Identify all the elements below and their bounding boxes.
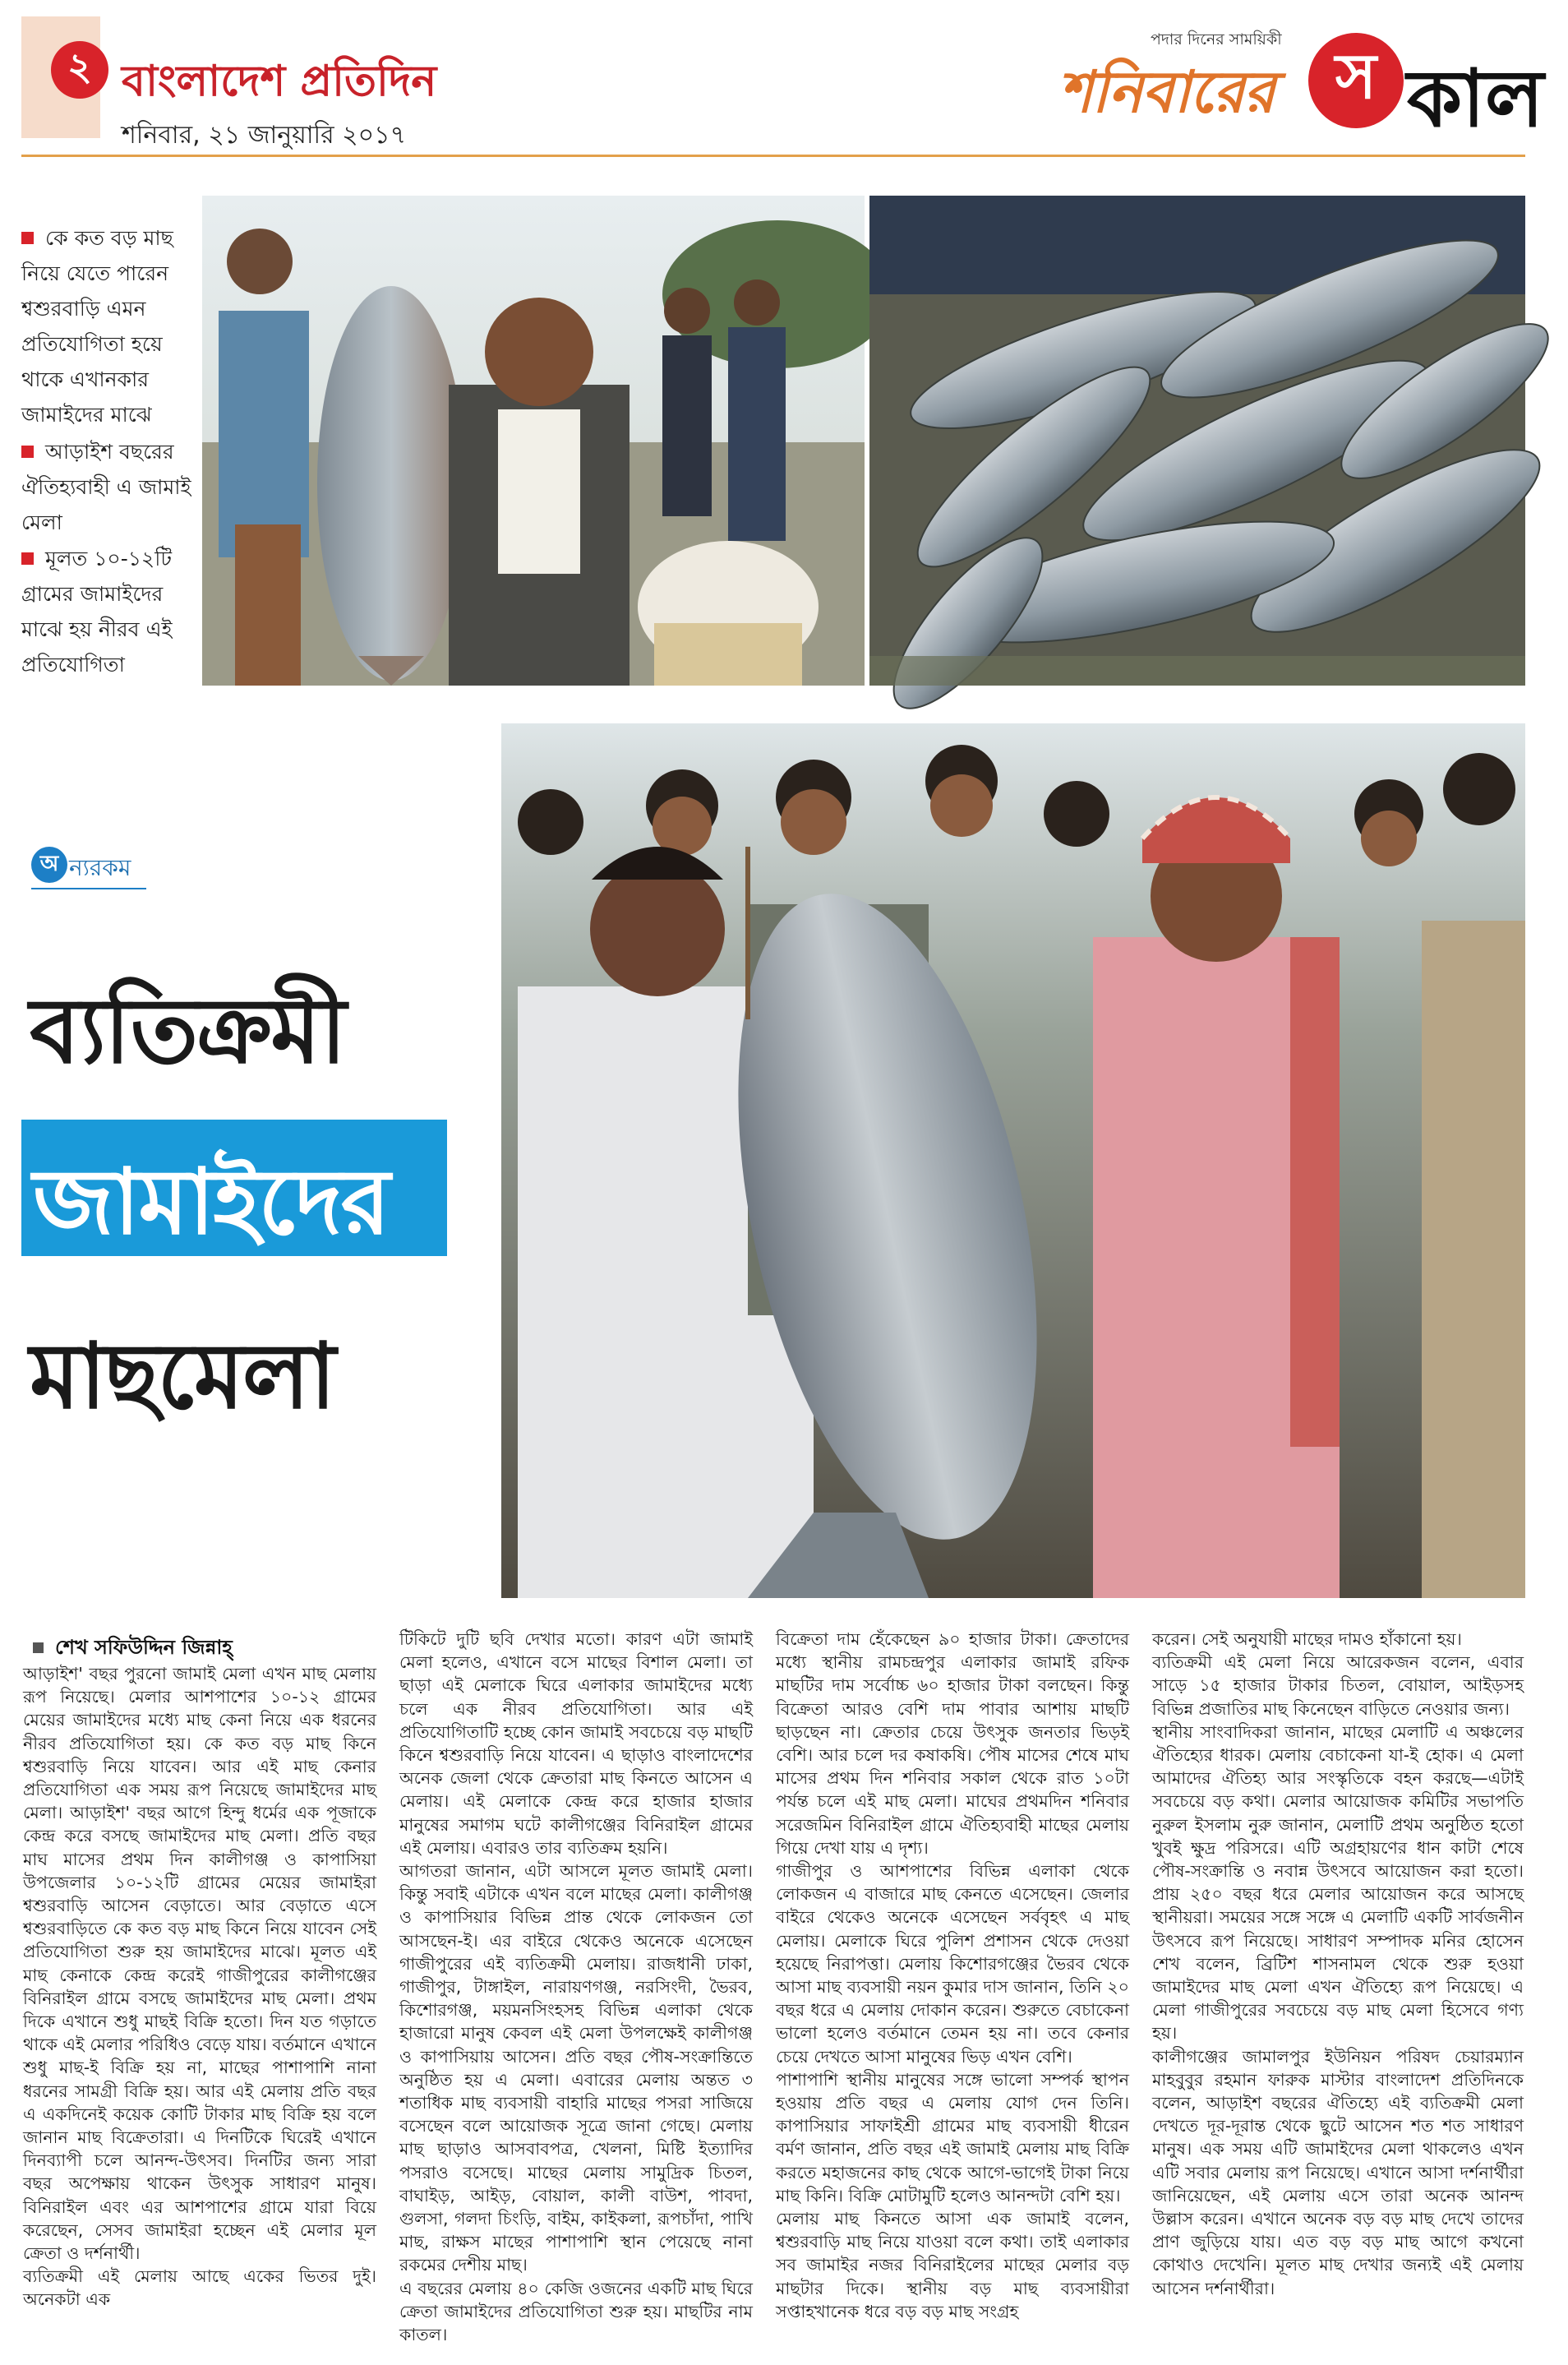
supplement-tagline: পদার দিনের সাময়িকী xyxy=(1151,30,1282,49)
paragraph: মেলায় মাছ কিনতে আসা এক জামাই বলেন, শ্বশুরবাড়ি মাছ নিয়ে যাওয়া বলে কথা। তাই এলাকার সব জামাইর নজর বিনিরাইলের মাছের মেলার বড় মাছটার দিকে। স্থানীয় বড় মাছ ব্যবসায়ীরা সপ্তাহখানেক ধরে বড় বড় মাছ সংগ্রহ xyxy=(776,2209,1129,2321)
article-column-2 xyxy=(399,1628,753,2345)
issue-date: শনিবার, ২১ জানুয়ারি ২০১৭ xyxy=(122,121,407,150)
paragraph: গাজীপুর ও আশপাশের বিভিন্ন এলাকা থেকে লোকজন এ বাজারে মাছ কেনতে এসেছেন। জেলার বাইরে থেকেও অনেকে এসেছেন সর্ববৃহৎ এ মাছ মেলায়। মেলাকে ঘিরে পুলিশ প্রশাসন থেকে দেওয়া হয়েছে নিরাপত্তা। মেলায় কিশোরগঞ্জের ভৈরব থেকে আসা মাছ ব্যবসায়ী নয়ন কুমার দাস জানান, তিনি ২০ বছর ধরে এ মেলায় দোকান করেন। শুরুতে বেচাকেনা ভালো হলেও বর্তমানে তেমন হয় না। তবে কেনার চেয়ে দেখতে আসা মানুষের ভিড় এখন বেশি। xyxy=(776,1861,1129,2067)
photo-main-two-men-holding-fish xyxy=(501,723,1525,1598)
paragraph: আগতরা জানান, এটা আসলে মূলত জামাই মেলা। কিন্তু সবাই এটাকে এখন বলে মাছের মেলা। কালীগঞ্জ ও কাপাসিয়ার বিভিন্ন প্রান্ত থেকে লোকজন তো আসছেন-ই। এর বাইরে থেকেও অনেকে এসেছেন গাজীপুরের এই ব্যতিক্রমী মেলায়। রাজধানী ঢাকা, গাজীপুর, টাঙ্গাইল, নারায়ণগঞ্জ, নরসিংদী, ভৈরব, কিশোরগঞ্জ, ময়মনসিংহসহ বিভিন্ন এলাকা থেকে হাজারো মানুষ কেবল এই মেলা উপলক্ষেই কালীগঞ্জ ও কাপাসিয়ায় আসেন। প্রতি বছর পৌষ-সংক্রান্তিতে অনুষ্ঠিত হয় এ মেলা। এবারের মেলায় অন্তত ৩ শতাধিক মাছ ব্যবসায়ী বাহারি মাছের পসরা সাজিয়ে বসেছেন বলে আয়োজক সূত্রে জানা গেছে। মেলায় মাছ ছাড়াও আসবাবপত্র, খেলনা, মিষ্টি ইত্যাদির পসরাও বসেছে। মাছের মেলায় সামুদ্রিক চিতল, বাঘাইড়, আইড়, বোয়াল, কালী বাউশ, পাবদা, গুলসা, গলদা চিংড়ি, বাইম, কাইকলা, রূপচাঁদা, পাখি মাছ, রাক্ষস মাছের পাশাপাশি স্থান পেয়েছে নানা রকমের দেশীয় মাছ। xyxy=(399,1861,753,2275)
headline-line-2: জামাইদের xyxy=(33,1149,390,1254)
paragraph: ব্যতিক্রমী এই মেলায় আছে একের ভিতর দুই। অনেকটা এক xyxy=(23,2266,376,2310)
article-column-1 xyxy=(23,1662,376,2312)
page-header xyxy=(0,0,1568,160)
paragraph: পাশাপাশি স্থানীয় মানুষের সঙ্গে ভালো সম্পর্ক স্থাপন হওয়ায় প্রতি বছর এ মেলায় যোগ দেন তিনি। কাপাসিয়ার সাফাইশ্রী গ্রামের মাছ ব্যবসায়ী ধীরেন বর্মণ জানান, প্রতি বছর এই জামাই মেলায় মাছ বিক্রি করতে মহাজনের কাছ থেকে আগে-ভাগেই টাকা নিয়ে মাছ কিনি। বিক্রি মোটামুটি হলেও আনন্দটা বেশি হয়। xyxy=(776,2069,1129,2206)
header-divider xyxy=(21,155,1525,157)
paragraph: কালীগঞ্জের জামালপুর ইউনিয়ন পরিষদ চেয়ারম্যান মাহবুবুর রহমান ফারুক মাস্টার বাংলাদেশ প্রতিদিনকে বলেন, আড়াইশ বছরের ঐতিহ্যে এই ব্যতিক্রমী মেলা দেখতে দূর-দূরান্ত থেকে ছুটে আসেন শত শত সাধারণ মানুষ। এক সময় এটি জামাইদের মেলা থাকলেও এখন এটি সবার মেলায় রূপ নিয়েছে। এখানে আসা দর্শনার্থীরা জানিয়েছেন, এই মেলায় এসে তারা অনেক আনন্দ উল্লাস করেন। এখানে অনেক বড় বড় মাছ দেখে তাদের প্রাণ জুড়িয়ে যায়। এত বড় বড় মাছ আগে কখনো কোথাও দেখেনি। মূলত মাছ দেখার জন্যই এই মেলায় আসেন দর্শনার্থীরা। xyxy=(1152,2046,1524,2298)
bullet-square-icon xyxy=(21,446,34,458)
supplement-name-suffix: কাল xyxy=(1407,53,1544,145)
section-tag-label: ন্যরকম xyxy=(69,854,131,881)
section-tag-underline xyxy=(31,888,146,889)
paragraph: ব্যতিক্রমী এই মেলা নিয়ে আরেকজন বলেন, এবার সাড়ে ১৫ হাজার টাকার চিতল, বোয়াল, আইড়সহ বিভিন্ন প্রজাতির মাছ কিনেছেন বাড়িতে নেওয়ার জন্য। xyxy=(1152,1652,1524,1719)
paragraph: বিক্রেতা দাম হেঁকেছেন ৯০ হাজার টাকা। ক্রেতাদের মধ্যে স্থানীয় রামচন্দ্রপুর এলাকার জামাই রফিক মাছটির দাম সর্বোচ্চ ৬০ হাজার টাকা বলছেন। কিন্তু বিক্রেতা আরও বেশি দাম পাবার আশায় মাছটি ছাড়ছেন না। ক্রেতার চেয়ে উৎসুক জনতার ভিড়ই বেশি। আর চলে দর কষাকষি। পৌষ মাসের শেষে মাঘ মাসের প্রথম দিন শনিবার সকাল থেকে রাত ১০টা পর্যন্ত চলে এই মাছ মেলা। মাঘের প্রথমদিন শনিবার সরেজমিন বিনিরাইল গ্রামে ঐতিহ্যবাহী মাছের মেলায় গিয়ে দেখা যায় এ দৃশ্য। xyxy=(776,1629,1129,1858)
page-number: ২ xyxy=(51,41,108,99)
highlight-item: কে কত বড় মাছ নিয়ে যেতে পারেন শ্বশুরবাড়ি এমন প্রতিযোগিতা হয়ে থাকে এখানকার জামাইদের মাঝে xyxy=(21,226,173,427)
article-column-4 xyxy=(1152,1628,1524,2312)
photo-fish-pile xyxy=(869,196,1525,686)
paragraph: টিকিটে দুটি ছবি দেখার মতো। কারণ এটা জামাই মেলা হলেও, এখানে বসে মাছের বিশাল মেলা। তা ছাড়া এই মেলাকে ঘিরে এলাকার জামাইদের মধ্যে চলে এক নীরব প্রতিযোগিতা। আর এই প্রতিযোগিতাটি হচ্ছে কোন জামাই সবচেয়ে বড় মাছটি কিনে শ্বশুরবাড়ি নিয়ে যাবেন। এ ছাড়াও বাংলাদেশের অনেক জেলা থেকে ক্রেতারা মাছ কিনতে আসেন এ মেলায়। এই মেলাকে কেন্দ্র করে হাজার হাজার মানুষের সমাগম ঘটে কালীগঞ্জের বিনিরাইল গ্রামের এই মেলায়। এবারও তার ব্যতিক্রম হয়নি। xyxy=(399,1629,753,1858)
highlight-item: আড়াইশ বছরের ঐতিহ্যবাহী এ জামাই মেলা xyxy=(21,440,191,534)
highlight-item: মূলত ১০-১২টি গ্রামের জামাইদের মাঝে হয় নীরব এই প্রতিযোগিতা xyxy=(21,547,173,677)
bullet-square-icon xyxy=(33,1642,44,1653)
bullet-square-icon xyxy=(21,552,34,565)
newspaper-name: বাংলাদেশ প্রতিদিন xyxy=(122,57,437,106)
byline: শেখ সফিউদ্দিন জিন্নাহ্ xyxy=(33,1633,233,1665)
paragraph: স্থানীয় সাংবাদিকরা জানান, মাছের মেলাটি এ অঞ্চলের ঐতিহ্যের ধারক। মেলায় বেচাকেনা যা-ই হোক। এ মেলা আমাদের ঐতিহ্য আর সংস্কৃতিকে বহন করছে—এটাই সবচেয়ে বড় কথা। মেলার আয়োজক কমিটির সভাপতি নুরুল ইসলাম নুরু জানান, মেলাটি প্রথম অনুষ্ঠিত হতো খুবই ক্ষুদ্র পরিসরে। এটি অগ্রহায়ণের ধান কাটা শেষে পৌষ-সংক্রান্তি ও নবান্ন উৎসবে আয়োজন করা হতো। প্রায় ২৫০ বছর ধরে মেলার আয়োজন করে আসছে স্থানীয়রা। সময়ের সঙ্গে সঙ্গে এ মেলাটি একটি সার্বজনীন উৎসবে রূপ নিয়েছে। সাধারণ সম্পাদক মনির হোসেন শেখ বলেন, ব্রিটিশ শাসনামল থেকে শুরু হওয়া জামাইদের মাছ মেলা এখন ঐতিহ্যে রূপ নিয়েছে। এ মেলা গাজীপুরের সবচেয়ে বড় মাছ মেলা হিসেবে গণ্য হয়। xyxy=(1152,1721,1524,2044)
article-column-3 xyxy=(776,1628,1129,2321)
headline-line-3: মাছমেলা xyxy=(30,1323,334,1429)
paragraph: আড়াইশ' বছর পুরনো জামাই মেলা এখন মাছ মেলায় রূপ নিয়েছে। মেলার আশপাশের ১০-১২ গ্রামের মেয়ের জামাইদের মধ্যে মাছ কেনা নিয়ে এক ধরনের নীরব প্রতিযোগিতা হয়। কে কত বড় মাছ কিনে শ্বশুরবাড়ি নিয়ে যাবেন। আর এই মাছ কেনার প্রতিযোগিতা এক সময় রূপ নিয়েছে জামাইদের মাছ মেলা। আড়াইশ' বছর আগে হিন্দু ধর্মের এক পূজাকে কেন্দ্র করে বসছে জামাইদের মাছ মেলা। প্রতি বছর মাঘ মাসের প্রথম দিন কালীগঞ্জ ও কাপাসিয়া উপজেলার ১০-১২টি গ্রামের মেয়ের জামাইরা শ্বশুরবাড়ি আসেন বেড়াতে। আর বেড়াতে এসে শ্বশুরবাড়িতে কে কত বড় মাছ কিনে নিয়ে যাবেন সেই প্রতিযোগিতা শুরু হয় জামাইদের মাঝে। মূলত এই মাছ কেনাকে কেন্দ্র করেই গাজীপুরের কালীগঞ্জের বিনিরাইল গ্রামে বসছে জামাইদের মাছ মেলা। প্রথম দিকে এখানে শুধু মাছই বিক্রি হতো। দিন যত গড়াতে থাকে এই মেলার পরিধিও বেড়ে যায়। বর্তমানে এখানে শুধু মাছ-ই বিক্রি হয় না, মাছের পাশাপাশি নানা ধরনের সামগ্রী বিক্রি হয়। আর এই মেলায় প্রতি বছর এ একদিনেই কয়েক কোটি টাকার মাছ বিক্রি হয় বলে জানান মাছ বিক্রেতারা। এ দিনটিকে ঘিরেই এখানে দিনব্যাপী চলে আনন্দ-উৎসব। দিনটির জন্য সারা বছর অপেক্ষায় থাকেন উৎসুক সাধারণ মানুষ। বিনিরাইল এবং এর আশপাশের গ্রামে যারা বিয়ে করেছেন, সেসব জামাইরা হচ্ছেন এই মেলার মূল ক্রেতা ও দর্শনার্থী। xyxy=(23,1664,376,2264)
paragraph: করেন। সেই অনুযায়ী মাছের দামও হাঁকানো হয়। xyxy=(1152,1629,1462,1649)
photo-men-with-large-fish xyxy=(202,196,865,686)
paragraph: এ বছরের মেলায় ৪০ কেজি ওজনের একটি মাছ ঘিরে ক্রেতা জামাইদের প্রতিযোগিতা শুরু হয়। মাছটির নাম কাতল। xyxy=(399,2278,753,2345)
section-tag-initial: অ xyxy=(31,847,67,883)
supplement-logo-circle: স xyxy=(1308,33,1404,128)
supplement-name-prefix: শনিবারের xyxy=(1058,58,1275,126)
headline-line-1: ব্যতিক্রমী xyxy=(30,978,345,1083)
bullet-square-icon xyxy=(21,232,34,244)
